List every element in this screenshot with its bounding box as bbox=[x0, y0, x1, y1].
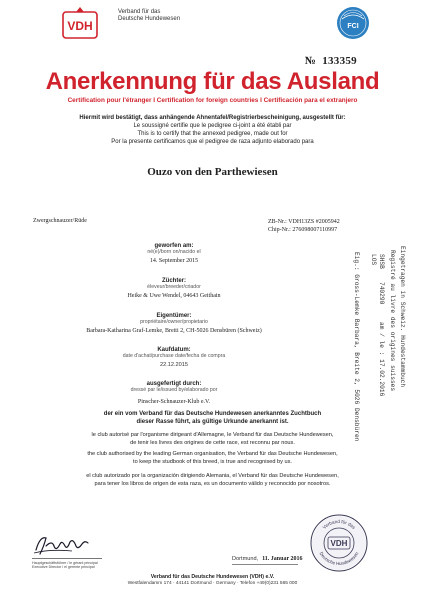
dog-name: Ouzo von den Parthewiesen bbox=[147, 166, 278, 178]
stamp-line-5: 740290 bbox=[378, 282, 385, 305]
stamp-line-2: Registré au livre des origines suisses bbox=[389, 250, 396, 392]
declaration-fr bbox=[0, 432, 425, 447]
declaration-de-line-1: der ein vom Verband für das Deutsche Hundewesen anerkanntes Zuchtbuch bbox=[103, 411, 322, 417]
declaration-en-line-1: the club authorised by the leading German organisation, the Verband für das Deutsche Hundewesen, bbox=[87, 451, 338, 457]
owner-field bbox=[60, 313, 288, 334]
place-and-date bbox=[232, 556, 303, 562]
declaration-es bbox=[0, 473, 425, 488]
fci-logo bbox=[336, 6, 370, 40]
stamp-line-6: am / le : 17.02.2016 bbox=[378, 322, 385, 397]
confirmation-text bbox=[0, 114, 425, 146]
issued-value: Pinscher-Schnauzer-Klub e.V. bbox=[137, 399, 211, 405]
footer-line-1: Verband für das Deutsche Hundewesen (VDH) e.V. bbox=[150, 574, 275, 580]
stamp-line-1: Eingetragen in Schweiz. Hundestammbuch bbox=[399, 246, 406, 388]
org-line-2: Deutsche Hundewesen bbox=[118, 16, 181, 22]
issued-field bbox=[84, 381, 264, 405]
breeder-sublabel: éleveur/breeder/criador bbox=[147, 284, 201, 290]
declaration-fr-line-1: le club autorisé par l'organisme dirigeant d'Allemagne, le Verband für das Deutsche Hundewesen, bbox=[91, 432, 334, 438]
signature-caption-1: Hauptgeschäftsführer / le gérant principal bbox=[32, 561, 98, 565]
declaration-es-line-1: el club autorizado por la organización dirigiendo Alemania, el Verband für das Deutsche Hundewesen, bbox=[86, 473, 339, 479]
signature-caption-2: Executive Director / el gerente principal bbox=[32, 565, 95, 570]
declaration-fr-line-2: de tenir les livres des origines de cette race, est reconnu par nous. bbox=[130, 439, 295, 446]
org-name bbox=[118, 9, 180, 23]
signature-image bbox=[32, 532, 92, 558]
vdh-logo bbox=[55, 7, 115, 47]
owner-value: Barbara-Katharina Graf-Lemke, Breiti 2, CH-5026 Densbüren (Schweiz) bbox=[86, 328, 262, 334]
vdh-seal bbox=[309, 513, 369, 573]
footer bbox=[0, 574, 425, 587]
stamp-line-4: LOS bbox=[370, 254, 377, 266]
stamp-line-7: Eig.: Gross-Lemke Barbara, Breite 2, 5026 Densbüren bbox=[353, 252, 360, 442]
born-label: geworfen am: bbox=[154, 243, 194, 249]
declaration-de bbox=[0, 411, 425, 426]
purchase-label: Kaufdatum: bbox=[157, 347, 191, 353]
date-line bbox=[232, 564, 298, 565]
purchase-value: 22.12.2015 bbox=[160, 362, 188, 368]
confirmation-en: This is to certify that the annexed pedigree, made out for bbox=[137, 131, 288, 137]
confirmation-es: Por la presente certificamos que el pedigree de raza adjunto elaborado para bbox=[111, 139, 314, 145]
declaration-de-line-2: dieser Rasse führt, als gültige Urkunde anerkannt ist. bbox=[136, 418, 289, 425]
seal-top-text: Verband für das bbox=[321, 518, 357, 531]
seal-bottom-text: Deutsche Hundewesen bbox=[318, 551, 360, 567]
issue-date: 11. Januar 2016 bbox=[262, 556, 303, 562]
declaration-es-line-2: para tener los libros de origen de esta raza, es un documento válido y reconocido por nosotros. bbox=[94, 480, 331, 487]
confirmation-fr: Le soussigné certifie que le pedigree ci-joint a été établi par bbox=[133, 123, 292, 129]
registration-numbers bbox=[268, 218, 340, 234]
certificate-number bbox=[305, 55, 357, 67]
chip-number: Chip-Nr.: 276098007110997 bbox=[268, 227, 338, 233]
number-label: № bbox=[304, 55, 317, 67]
issued-label: ausgefertigt durch: bbox=[146, 381, 202, 387]
born-sublabel: né(e)/born on/nacido el bbox=[147, 249, 201, 255]
purchase-field bbox=[84, 347, 264, 368]
number-value: 133359 bbox=[322, 55, 357, 67]
vdh-logo-text: VDH bbox=[67, 19, 93, 33]
declaration-en bbox=[0, 451, 425, 466]
owner-sublabel: propriétaire/owner/propietario bbox=[140, 319, 208, 325]
owner-label: Eigentümer: bbox=[156, 313, 192, 319]
breeder-value: Heike & Uwe Wendel, 04643 Geithain bbox=[127, 293, 221, 299]
signature-caption bbox=[32, 561, 98, 570]
breeder-field bbox=[84, 278, 264, 299]
issued-sublabel: dressé par le/issued by/elaborado por bbox=[130, 387, 218, 393]
stamp-line-3: SHSB bbox=[378, 254, 385, 269]
breeder-label: Züchter: bbox=[162, 278, 186, 284]
page-title: Anerkennung für das Ausland bbox=[45, 68, 380, 95]
fci-logo-text: FCI bbox=[347, 23, 359, 30]
signature-line bbox=[32, 558, 102, 559]
born-value: 14. September 2015 bbox=[149, 258, 199, 264]
zb-number: ZB-Nr.: VDH13ZS #2005942 bbox=[268, 219, 340, 225]
purchase-sublabel: date d'achat/purchase date/fecha de compra bbox=[122, 353, 226, 359]
dog-breed: Zwergschnauzer/Rüde bbox=[33, 218, 87, 224]
footer-line-2: Westfalendamm 174 · 44141 Dortmund · Germany · Telefon +49(0)231 565 000 bbox=[127, 580, 298, 586]
confirmation-de: Hiermit wird bestätigt, dass anhängende Ahnentafel/Registrierbescheinigung, ausgestellt für: bbox=[79, 115, 346, 121]
org-line-1: Verband für das bbox=[118, 9, 161, 15]
seal-center-text: VDH bbox=[330, 539, 348, 548]
place: Dortmund, bbox=[232, 556, 259, 562]
page-subtitle: Certification pour l'étranger I Certification for foreign countries I Certificación para el extranjero bbox=[67, 97, 358, 104]
declaration-en-line-2: to keep the studbook of this breed, is true and recognised by us. bbox=[133, 458, 292, 465]
born-field bbox=[84, 243, 264, 264]
